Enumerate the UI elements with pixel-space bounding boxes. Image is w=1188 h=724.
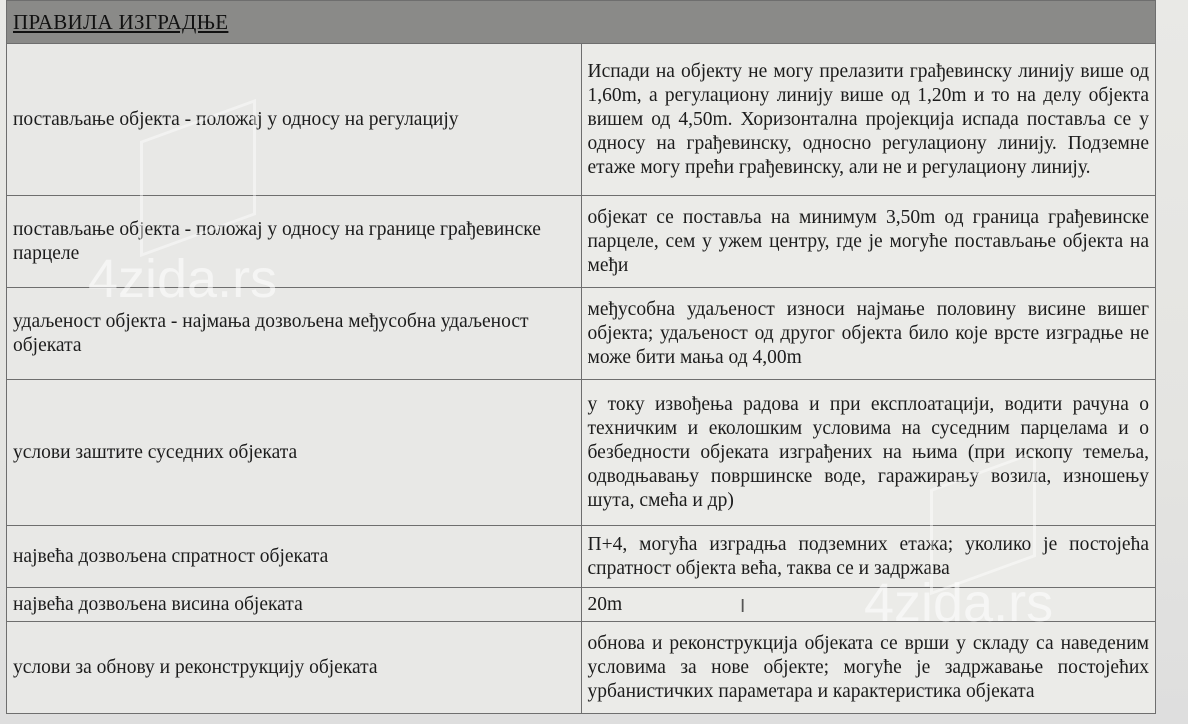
table-row [7,288,1156,380]
row-label: удаљеност објекта - најмања дозвољена међусобна удаљеност објеката [7,288,582,380]
table-header-row [7,1,1156,44]
row-label: постављање објекта - положај у односу на регулацију [7,44,582,196]
table-title: ПРАВИЛА ИЗГРАДЊЕ [7,1,1156,44]
text-cursor-icon: I [740,596,746,617]
table-row [7,622,1156,714]
table-row [7,526,1156,588]
row-label: услови за обнову и реконструкцију објеката [7,622,582,714]
row-value: Испади на објекту не могу прелазити грађевинску линију више од 1,60m, а регулациону линију више од 1,20m и то на делу објекта вишем од 4,50m. Хоризонтална пројекција испада поставља се у односу на грађевинску, односно регулациону линију. Подземне етаже могу прећи грађевинску, али не и регулациону линију. [581,44,1156,196]
row-label: услови заштите суседних објеката [7,380,582,526]
table-row [7,44,1156,196]
row-label: постављање објекта - положај у односу на границе грађевинске парцеле [7,196,582,288]
table-row [7,380,1156,526]
row-label: највећа дозвољена висина објеката [7,588,582,622]
row-value: у току извођења радова и при експлоатацији, водити рачуна о техничким и еколошким условима на суседним парцелама и о безбедности објеката изграђених на њима (при ископу темеља, одводњавању површинске воде, гаражирању возила, изношењу шута, смећа и др) [581,380,1156,526]
row-value: објекат се поставља на минимум 3,50m од граница грађевинске парцеле, сем у ужем центру, где је могуће постављање објекта на међи [581,196,1156,288]
table-row [7,196,1156,288]
watermark-text: 4zida.rs [864,573,1054,633]
row-label: највећа дозвољена спратност објеката [7,526,582,588]
building-rules-table [6,0,1156,714]
row-value: обнова и реконструкција објеката се врши у складу са наведеним условима за нове објекте; могуће је задржавање постојећих урбанистичких параметара и карактеристика објеката [581,622,1156,714]
row-value: 20m [581,588,1156,622]
table-row [7,588,1156,622]
row-value: П+4, могућа изградња подземних етажа; уколико је постојећа спратност објекта већа, таква се и задржава [581,526,1156,588]
watermark-text: 4zida.rs [88,249,278,309]
row-value: међусобна удаљеност износи најмање половину висине вишег објекта; удаљеност од другог објекта било које врсте изградње не може бити мања од 4,00m [581,288,1156,380]
